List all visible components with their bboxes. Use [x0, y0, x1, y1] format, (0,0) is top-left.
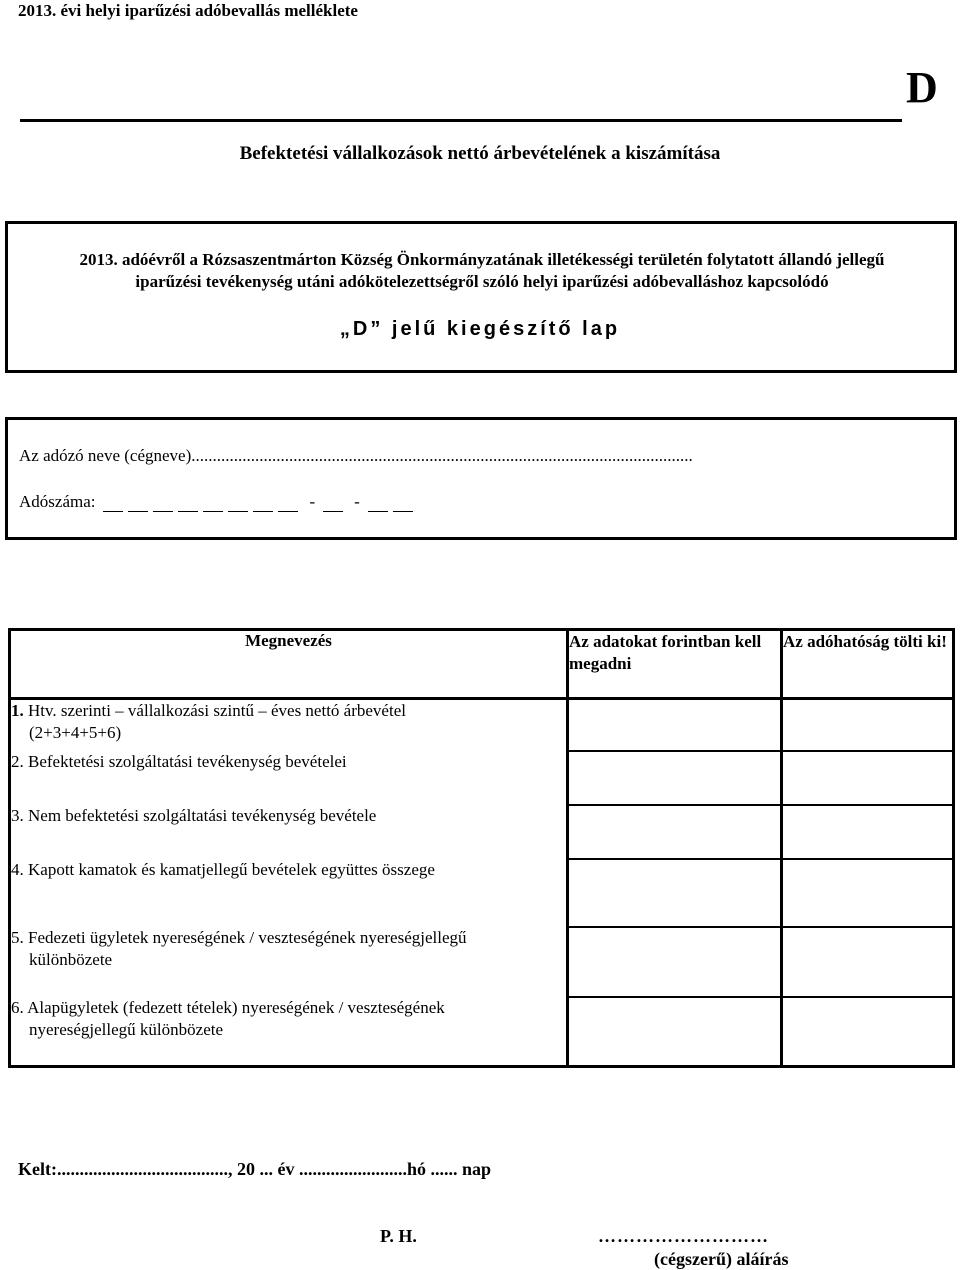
table-row: [10, 751, 954, 805]
tax-number-digit[interactable]: [253, 493, 273, 512]
sheet-letter: D: [906, 63, 938, 112]
column-header-name: Megnevezés: [10, 630, 568, 699]
authority-cell: [782, 927, 954, 997]
table-row: [10, 859, 954, 927]
table-row: [10, 805, 954, 859]
signature-label: (cégszerű) aláírás: [654, 1249, 789, 1269]
header-rule: [20, 119, 902, 122]
tax-number-digit[interactable]: [153, 493, 173, 512]
row-label: [10, 927, 568, 997]
row-text: Befektetési szolgáltatási tevékenység bevételei: [28, 751, 347, 771]
tax-number-digit[interactable]: [393, 493, 413, 512]
amount-cell[interactable]: [568, 751, 782, 805]
intro-line-1: 2013. adóévről a Rózsaszentmárton Község Önkormányzatának illetékességi területén folytatott állandó jellegű: [79, 250, 885, 269]
tax-number-label: Adószáma:: [19, 492, 96, 511]
amount-cell[interactable]: [568, 997, 782, 1067]
header-note: 2013. évi helyi iparűzési adóbevallás melléklete: [18, 1, 358, 20]
intro-box: [5, 221, 957, 373]
taxpayer-name-field[interactable]: Az adózó neve (cégneve)......................................................................................................................: [19, 446, 693, 465]
supplement-title-text: ” jelű kiegészítő lap: [370, 318, 621, 340]
signature-line[interactable]: ………………………: [598, 1226, 769, 1246]
row-subtext: különbözete: [29, 949, 113, 969]
tax-number-digit[interactable]: [368, 493, 388, 512]
row-number: 3.: [11, 805, 24, 825]
row-text: Kapott kamatok és kamatjellegű bevételek együttes összege: [28, 859, 435, 879]
row-label: [10, 859, 568, 927]
row-subtext: (2+3+4+5+6): [29, 723, 122, 742]
authority-cell: [782, 699, 954, 751]
stamp-place-label: P. H.: [380, 1226, 417, 1246]
row-text: Nem befektetési szolgáltatási tevékenység bevétele: [28, 805, 377, 825]
tax-number-digit[interactable]: [278, 493, 298, 512]
tax-number-separator: -: [309, 492, 316, 511]
table-row: [10, 997, 954, 1067]
tax-number-separator: -: [354, 492, 360, 511]
row-text: Htv. szerinti – vállalkozási szintű – éves nettó árbevétel: [28, 701, 406, 720]
row-label: [10, 699, 568, 751]
row-number: 4.: [11, 859, 24, 879]
row-label: [10, 805, 568, 859]
column-header-authority: Az adóhatóság tölti ki!: [782, 630, 954, 699]
tax-number-digit[interactable]: [178, 493, 198, 512]
row-number: 6.: [11, 997, 24, 1017]
table-row: [10, 927, 954, 997]
row-text: Alapügyletek (fedezett tételek) nyereségének / veszteségének: [27, 997, 445, 1017]
table-row: [10, 699, 954, 751]
tax-number-digit[interactable]: [103, 493, 123, 512]
supplement-open-quote: „: [339, 318, 353, 340]
supplement-title: [0, 318, 960, 341]
row-text: Fedezeti ügyletek nyereségének / veszteségének nyereségjellegű: [28, 927, 467, 947]
tax-number-digit[interactable]: [203, 493, 223, 512]
taxpayer-box: [5, 417, 957, 540]
authority-cell: [782, 805, 954, 859]
authority-cell: [782, 859, 954, 927]
row-number: 2.: [11, 751, 24, 771]
tax-number-digit[interactable]: [128, 493, 148, 512]
amount-cell[interactable]: [568, 859, 782, 927]
authority-cell: [782, 751, 954, 805]
tax-number-row: [19, 492, 418, 512]
supplement-letter: D: [352, 318, 371, 340]
authority-cell: [782, 997, 954, 1067]
table-header-row: [10, 630, 954, 699]
row-number: 1.: [11, 701, 24, 720]
row-label: [10, 997, 568, 1067]
amount-cell[interactable]: [568, 699, 782, 751]
intro-line-2: iparűzési tevékenység utáni adókötelezettségről szóló helyi iparűzési adóbevalláshoz kapcsolódó: [135, 272, 829, 291]
amount-cell[interactable]: [568, 927, 782, 997]
row-subtext: nyereségjellegű különbözete: [29, 1019, 224, 1039]
intro-text: [22, 249, 942, 293]
document-title: Befektetési vállalkozások nettó árbevételének a kiszámítása: [239, 143, 721, 164]
row-label: [10, 751, 568, 805]
tax-number-digit[interactable]: [228, 493, 248, 512]
date-line[interactable]: Kelt:......................................, 20 ... év ........................hó ...... nap: [18, 1159, 492, 1179]
amount-cell[interactable]: [568, 805, 782, 859]
row-number: 5.: [11, 927, 24, 947]
calculation-table: [8, 628, 955, 1068]
tax-number-digit[interactable]: [323, 493, 343, 512]
column-header-amount: Az adatokat forintban kell megadni: [568, 630, 782, 699]
